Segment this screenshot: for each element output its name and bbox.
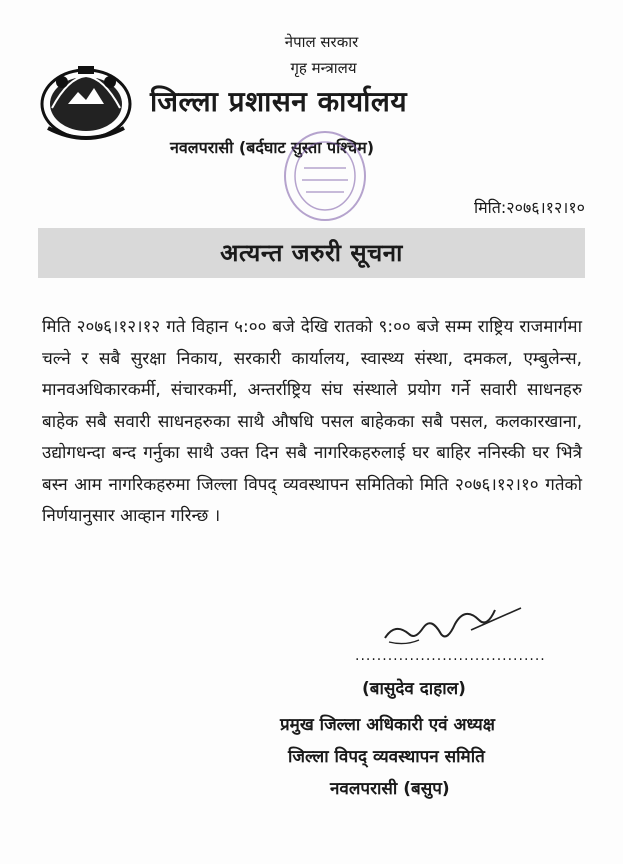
notice-title-bar [38, 228, 585, 278]
office-title: जिल्ला प्रशासन कार्यालय [150, 85, 408, 118]
signature-line: ................................... [355, 648, 546, 664]
office-stamp-icon [280, 128, 370, 224]
notice-title: अत्यन्त जरुरी सूचना [220, 239, 403, 267]
ministry-heading: गृह मन्त्रालय [290, 59, 357, 77]
district-subtitle: नवलपरासी (बर्दघाट सुस्ता पश्चिम) [170, 138, 375, 157]
handwritten-signature-icon [375, 600, 525, 650]
notice-date: मिति:२०७६।१२।१० [473, 198, 585, 217]
signatory-title: प्रमुख जिल्ला अधिकारी एवं अध्यक्ष [280, 715, 495, 735]
government-heading: नेपाल सरकार [284, 33, 359, 51]
signatory-name: (बासुदेव दाहाल) [362, 679, 466, 699]
signatory-district: नवलपरासी (बसुप) [330, 779, 450, 799]
notice-body: मिति २०७६।१२।१२ गते विहान ५:०० बजे देखि रातको ९:०० बजे सम्म राष्ट्रिय राजमार्गमा चल्ने र सबै सुरक्षा निकाय, सरकारी कार्यालय, स्वास्थ्य संस्था, दमकल, एम्बुलेन्स, मानवअधिकारकर्मी, संचारकर्मी, अन्तर्राष्ट्रिय संघ संस्थाले प्रयोग गर्ने सवारी साधनहरु बाहेक सबै सवारी साधनहरुका साथै औषधि पसल बाहेकका सबै पसल, कलकारखाना, उद्योगधन्दा बन्द गर्नुका साथै उक्त दिन सबै नागरिकहरुलाई घर बाहिर ननिस्की घर भित्रै बस्न आम नागरिकहरुमा जिल्ला विपद् व्यवस्थापन समितिको मिति २०७६।१२।१० गतेको निर्णयानुसार आव्हान गरिन्छ । [42, 317, 582, 526]
signatory-committee: जिल्ला विपद् व्यवस्थापन समिति [288, 747, 485, 767]
